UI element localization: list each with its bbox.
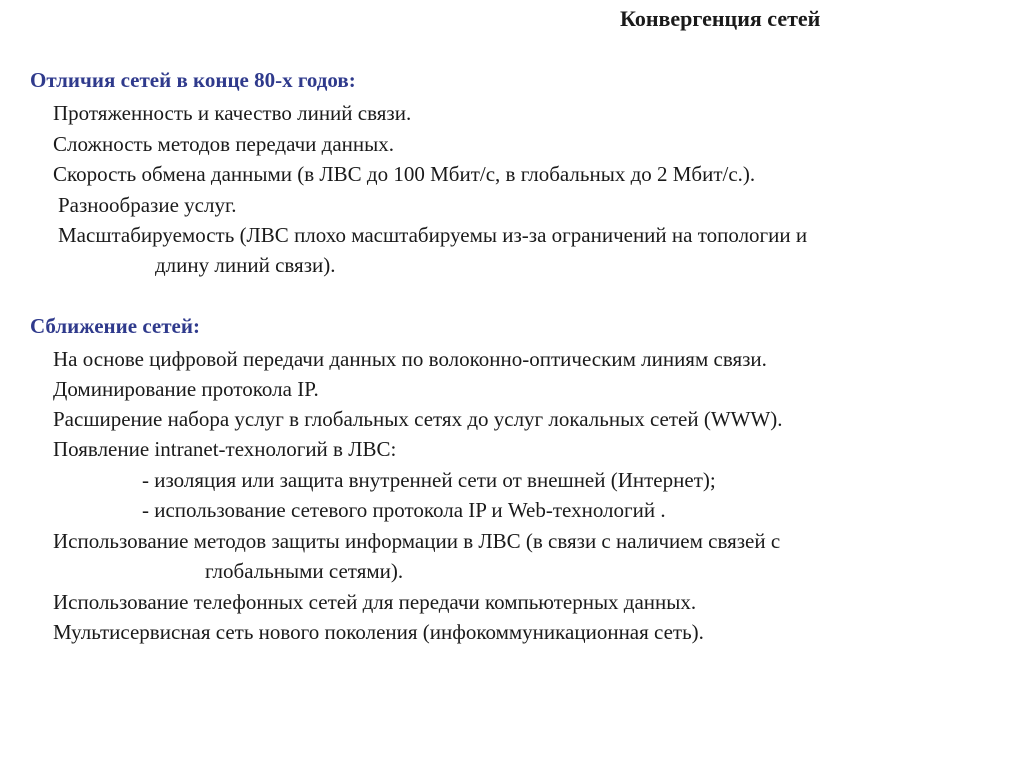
sub-list-item: - изоляция или защита внутренней сети от внешней (Интернет); [142, 468, 716, 492]
list-item: Использование методов защиты информации в ЛВС (в связи с наличием связей с [53, 529, 781, 553]
list-item: Расширение набора услуг в глобальных сетях до услуг локальных сетей (WWW). [53, 407, 783, 431]
list-item-continuation: длину линий связи). [155, 253, 336, 277]
list-item: Разнообразие услуг. [58, 193, 237, 217]
list-item: Масштабируемость (ЛВС плохо масштабируемы из-за ограничений на топологии и [58, 223, 808, 247]
section-heading-convergence: Сближение сетей: [30, 314, 200, 338]
list-item: Сложность методов передачи данных. [53, 132, 394, 156]
slide-title: Конвергенция сетей [620, 6, 821, 31]
section-heading-differences: Отличия сетей в конце 80-х годов: [30, 68, 356, 92]
sub-list-item: - использование сетевого протокола IP и Web-технологий . [142, 498, 666, 522]
list-item: Мультисервисная сеть нового поколения (инфокоммуникационная сеть). [53, 620, 704, 644]
list-item: Протяженность и качество линий связи. [53, 101, 412, 125]
list-item-continuation: глобальными сетями). [205, 559, 404, 583]
list-item: Появление intranet-технологий в ЛВС: [53, 437, 397, 461]
list-item: Использование телефонных сетей для передачи компьютерных данных. [53, 590, 697, 614]
list-item: Доминирование протокола IP. [53, 377, 319, 401]
list-item: На основе цифровой передачи данных по волоконно-оптическим линиям связи. [53, 347, 767, 371]
list-item: Скорость обмена данными (в ЛВС до 100 Мбит/с, в глобальных до 2 Мбит/с.). [53, 162, 756, 186]
